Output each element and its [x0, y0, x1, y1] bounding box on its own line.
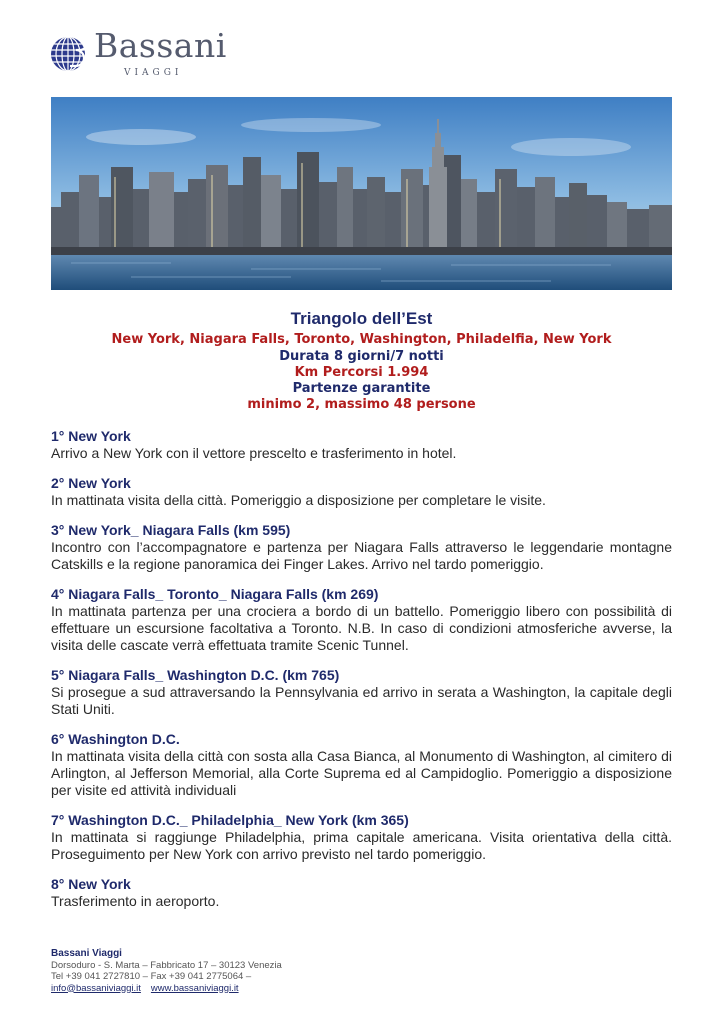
day-description: Incontro con l’accompagnatore e partenza per Niagara Falls attraverso le leggendarie montagne Catskills e la regione panoramica dei Finger Lakes. Arrivo nel tardo pomeriggio.	[51, 539, 672, 572]
footer-company: Bassani Viaggi	[51, 948, 122, 959]
day-title: 1° New York	[51, 428, 131, 444]
day-7	[51, 812, 672, 863]
trip-km: Km Percorsi 1.994	[294, 365, 429, 380]
day-6	[51, 731, 672, 799]
email-link[interactable]: info@bassaniviaggi.it	[51, 982, 141, 994]
trip-departures: Partenze garantite	[292, 381, 431, 396]
footer-address: Dorsoduro - S. Marta – Fabbricato 17 – 30123 Venezia	[51, 959, 282, 971]
day-8	[51, 876, 672, 910]
trip-route: New York, Niagara Falls, Toronto, Washington, Philadelfia, New York	[111, 332, 612, 347]
day-2	[51, 475, 672, 509]
brand-subtitle: VIAGGI	[124, 68, 183, 78]
day-description: In mattinata partenza per una crociera a bordo di un battello. Pomeriggio libero con possibilità di effettuare un escursione facoltativa a Toronto. N.B. In caso di condizioni atmosferiche avverse, la visita delle cascate verrà effettuata tramite Scenic Tunnel.	[51, 603, 672, 653]
day-3	[51, 522, 672, 573]
day-title: 2° New York	[51, 475, 131, 491]
day-description: In mattinata si raggiunge Philadelphia, prima capitale americana. Visita orientativa della città. Proseguimento per New York con arrivo previsto nel tardo pomeriggio.	[51, 829, 672, 862]
trip-duration: Durata 8 giorni/7 notti	[279, 349, 444, 364]
day-description: Trasferimento in aeroporto.	[51, 893, 220, 909]
trip-title: Triangolo dell’Est	[290, 309, 433, 328]
website-link[interactable]: www.bassaniviaggi.it	[150, 982, 239, 994]
itinerary	[51, 428, 672, 923]
day-description: Arrivo a New York con il vettore prescelto e trasferimento in hotel.	[51, 445, 457, 461]
globe-logo-icon	[50, 30, 90, 76]
trip-header	[51, 308, 672, 413]
day-5	[51, 667, 672, 718]
brand-name: Bassani	[94, 26, 227, 65]
skyline-photo	[51, 97, 672, 290]
footer-contacts: Tel +39 041 2727810 – Fax +39 041 2775064 –	[51, 971, 252, 982]
footer	[51, 948, 451, 994]
day-4	[51, 586, 672, 654]
day-1	[51, 428, 672, 462]
day-description: Si prosegue a sud attraversando la Pennsylvania ed arrivo in serata a Washington, la capitale degli Stati Uniti.	[51, 684, 672, 717]
day-description: In mattinata visita della città con sosta alla Casa Bianca, al Monumento di Washington, al cimitero di Arlington, al Jefferson Memorial, alla Corte Suprema ed al Campidoglio. Pomeriggio a disposizione per visite ed attività individuali	[51, 748, 672, 798]
bassani-viaggi-logo	[50, 26, 227, 80]
day-title: 3° New York_ Niagara Falls (km 595)	[51, 522, 291, 538]
day-title: 7° Washington D.C._ Philadelphia_ New York (km 365)	[51, 812, 409, 828]
day-description: In mattinata visita della città. Pomeriggio a disposizione per completare le visite.	[51, 492, 546, 508]
day-title: 8° New York	[51, 876, 131, 892]
trip-group-size: minimo 2, massimo 48 persone	[247, 397, 476, 412]
day-title: 5° Niagara Falls_ Washington D.C. (km 765)	[51, 667, 340, 683]
day-title: 6° Washington D.C.	[51, 731, 180, 747]
day-title: 4° Niagara Falls_ Toronto_ Niagara Falls (km 269)	[51, 586, 379, 602]
